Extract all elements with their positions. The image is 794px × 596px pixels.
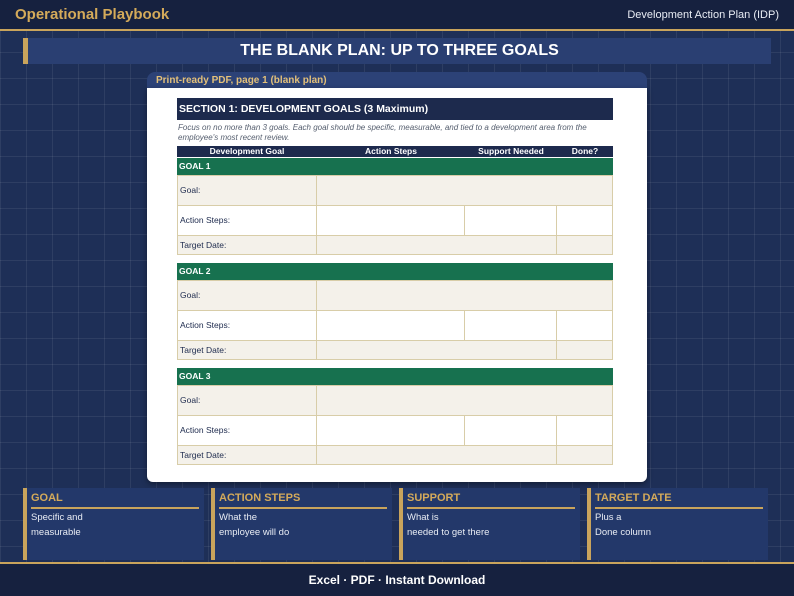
goal-title: GOAL 3 — [179, 371, 211, 381]
goal-label-cell — [177, 385, 317, 416]
top-bar — [0, 0, 794, 31]
document-title: Development Action Plan (IDP) — [627, 9, 779, 21]
summary-cards — [23, 488, 771, 560]
goal-block-3 — [177, 368, 613, 458]
intro-text — [178, 123, 618, 142]
target-date-label-cell — [177, 340, 317, 360]
column-support-needed: Support Needed — [478, 146, 544, 156]
target-date-done-cell[interactable] — [556, 235, 613, 255]
goal-title: GOAL 2 — [179, 266, 211, 276]
goal-block-2 — [177, 263, 613, 353]
support-needed-input-cell[interactable] — [464, 415, 557, 446]
done-input-cell[interactable] — [556, 415, 613, 446]
goal-input-cell[interactable] — [316, 280, 613, 311]
support-needed-input-cell[interactable] — [464, 205, 557, 236]
column-action-steps: Action Steps — [365, 146, 417, 156]
target-date-done-cell[interactable] — [556, 340, 613, 360]
page-banner — [23, 38, 771, 64]
done-input-cell[interactable] — [556, 310, 613, 341]
card-target-date — [587, 488, 768, 560]
card-divider — [219, 507, 387, 509]
section-title: SECTION 1: DEVELOPMENT GOALS (3 Maximum) — [179, 103, 429, 115]
preview-caption: Print-ready PDF, page 1 (blank plan) — [156, 75, 327, 86]
goal-label-cell — [177, 280, 317, 311]
goal-label: Goal: — [180, 395, 201, 405]
goal-input-cell[interactable] — [316, 175, 613, 206]
card-action-steps — [211, 488, 392, 560]
target-date-input-cell[interactable] — [316, 445, 557, 465]
card-line-1: Specific and — [31, 512, 83, 523]
action-steps-label-cell — [177, 415, 317, 446]
done-input-cell[interactable] — [556, 205, 613, 236]
action-steps-label-cell — [177, 205, 317, 236]
card-support — [399, 488, 580, 560]
intro-line-1: Focus on no more than 3 goals. Each goal should be specific, measurable, and tied to a development area from the — [178, 123, 587, 132]
section-header — [177, 98, 613, 120]
card-line-2: employee will do — [219, 527, 290, 538]
card-title: ACTION STEPS — [219, 492, 301, 504]
target-date-input-cell[interactable] — [316, 235, 557, 255]
banner-title: THE BLANK PLAN: UP TO THREE GOALS — [240, 42, 559, 59]
target-date-label-cell — [177, 445, 317, 465]
pdf-preview-page — [147, 88, 647, 482]
card-line-2: Done column — [595, 527, 651, 538]
table-column-header — [177, 146, 613, 157]
column-done: Done? — [571, 146, 599, 156]
goal-header — [177, 158, 613, 175]
footer-bar — [0, 562, 794, 596]
target-date-input-cell[interactable] — [316, 340, 557, 360]
card-line-2: measurable — [31, 527, 81, 538]
action-steps-label: Action Steps: — [180, 320, 231, 330]
footer-formats: Excel · PDF · Instant Download — [308, 573, 486, 587]
column-development-goal: Development Goal — [209, 146, 285, 156]
support-needed-input-cell[interactable] — [464, 310, 557, 341]
brand-title: Operational Playbook — [15, 6, 170, 23]
intro-line-2: employee's most recent review. — [178, 132, 290, 142]
action-steps-input-cell[interactable] — [316, 310, 465, 341]
goal-label: Goal: — [180, 290, 201, 300]
target-date-label: Target Date: — [180, 345, 227, 355]
goal-header — [177, 263, 613, 280]
goal-label-cell — [177, 175, 317, 206]
target-date-label: Target Date: — [180, 450, 227, 460]
action-steps-input-cell[interactable] — [316, 415, 465, 446]
goal-header — [177, 368, 613, 385]
action-steps-label: Action Steps: — [180, 425, 231, 435]
card-line-2: needed to get there — [407, 527, 490, 538]
action-steps-input-cell[interactable] — [316, 205, 465, 236]
action-steps-label: Action Steps: — [180, 215, 231, 225]
card-title: GOAL — [31, 492, 63, 504]
card-title: TARGET DATE — [595, 492, 672, 504]
card-title: SUPPORT — [407, 492, 461, 504]
action-steps-label-cell — [177, 310, 317, 341]
goal-label: Goal: — [180, 185, 201, 195]
card-divider — [595, 507, 763, 509]
target-date-done-cell[interactable] — [556, 445, 613, 465]
card-goal — [23, 488, 204, 560]
target-date-label: Target Date: — [180, 240, 227, 250]
goal-block-1 — [177, 158, 613, 248]
target-date-label-cell — [177, 235, 317, 255]
card-divider — [31, 507, 199, 509]
card-line-1: What is — [407, 512, 439, 523]
goal-input-cell[interactable] — [316, 385, 613, 416]
card-line-1: Plus a — [595, 512, 622, 523]
goal-title: GOAL 1 — [179, 161, 211, 171]
card-divider — [407, 507, 575, 509]
card-line-1: What the — [219, 512, 258, 523]
